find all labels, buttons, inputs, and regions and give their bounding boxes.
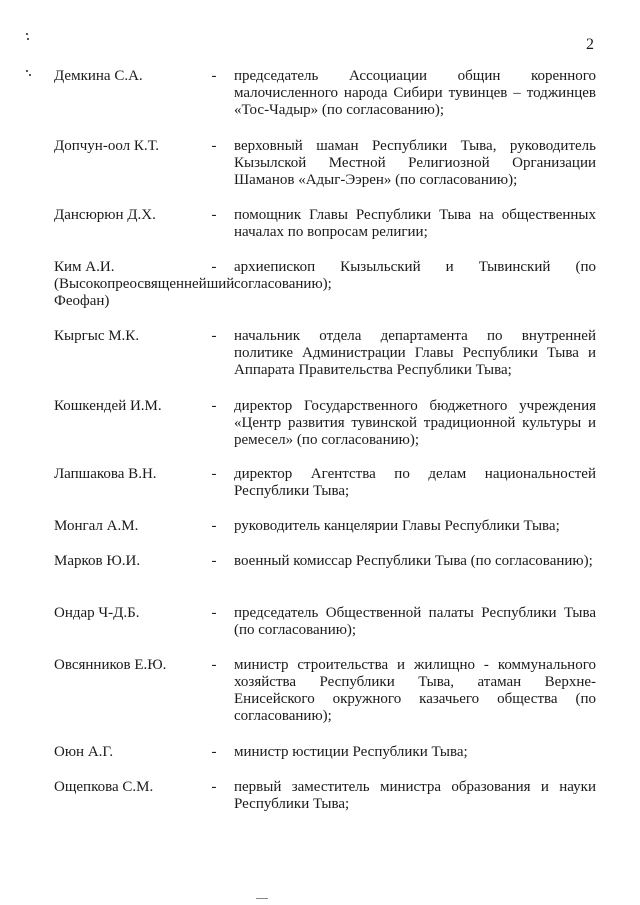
member-dash: - — [211, 328, 217, 344]
scan-mark — [29, 74, 31, 76]
member-role: военный комиссар Республики Тыва (по согласованию); — [234, 553, 593, 569]
member-dash: - — [211, 518, 217, 534]
member-name: Марков Ю.И. — [54, 553, 141, 569]
member-name: Кошкендей И.М. — [54, 398, 162, 414]
member-role: верховный шаман Республики Тыва, руководитель Кызылской Местной Религиозной Организации Шаманов «Адыг-Ээрен» (по согласованию); — [234, 138, 596, 188]
page-number: 2 — [586, 36, 594, 53]
member-dash: - — [211, 68, 217, 84]
member-name: Оюн А.Г. — [54, 744, 114, 760]
scan-mark — [26, 70, 28, 72]
scan-mark — [26, 33, 28, 35]
member-dash: - — [211, 744, 217, 760]
member-name: Кыргыс М.К. — [54, 328, 140, 344]
member-name: Допчун-оол К.Т. — [54, 138, 160, 154]
member-role: первый заместитель министра образования и науки Республики Тыва; — [234, 779, 596, 812]
member-role: председатель Общественной палаты Республики Тыва (по согласованию); — [234, 605, 596, 638]
member-name: Овсянников Е.Ю. — [54, 657, 167, 673]
member-dash: - — [211, 553, 217, 569]
member-role: руководитель канцелярии Главы Республики Тыва; — [234, 518, 560, 534]
member-name: Монгал А.М. — [54, 518, 139, 534]
member-name: Дансюрюн Д.Х. — [54, 207, 156, 223]
member-dash: - — [211, 466, 217, 482]
member-role: директор Агентства по делам национальностей Республики Тыва; — [234, 466, 596, 499]
member-dash: - — [211, 207, 217, 223]
member-role: архиепископ Кызыльский и Тывинский (по согласованию); — [234, 259, 596, 292]
member-name: Ондар Ч-Д.Б. — [54, 605, 140, 621]
member-dash: - — [211, 398, 217, 414]
member-name: Лапшакова В.Н. — [54, 466, 157, 482]
member-dash: - — [211, 605, 217, 621]
member-dash: - — [211, 259, 217, 275]
scan-mark — [27, 38, 29, 40]
member-name: Ощепкова С.М. — [54, 779, 154, 795]
scan-artifact — [256, 898, 268, 902]
member-dash: - — [211, 138, 217, 154]
member-role: председатель Ассоциации общин коренного малочисленного народа Сибири тувинцев – тоджинцев «Тос-Чадыр» (по согласованию); — [234, 68, 596, 118]
member-role: министр юстиции Республики Тыва; — [234, 744, 468, 760]
member-role: директор Государственного бюджетного учреждения «Центр развития тувинской традиционной культуры и ремесел» (по согласованию); — [234, 398, 596, 448]
member-dash: - — [211, 657, 217, 673]
member-name: Демкина С.А. — [54, 68, 143, 84]
member-role: министр строительства и жилищно - коммунального хозяйства Республики Тыва, атаман Верхне-Енисейского окружного казачьего общества (по согласованию); — [234, 657, 596, 724]
member-dash: - — [211, 779, 217, 795]
member-role: начальник отдела департамента по внутренней политике Администрации Главы Республики Тыва и Аппарата Правительства Республики Тыва; — [234, 328, 596, 378]
member-role: помощник Главы Республики Тыва на общественных началах по вопросам религии; — [234, 207, 596, 240]
member-name: Ким А.И. (Высокопреосвященнейший Феофан) — [54, 259, 235, 309]
